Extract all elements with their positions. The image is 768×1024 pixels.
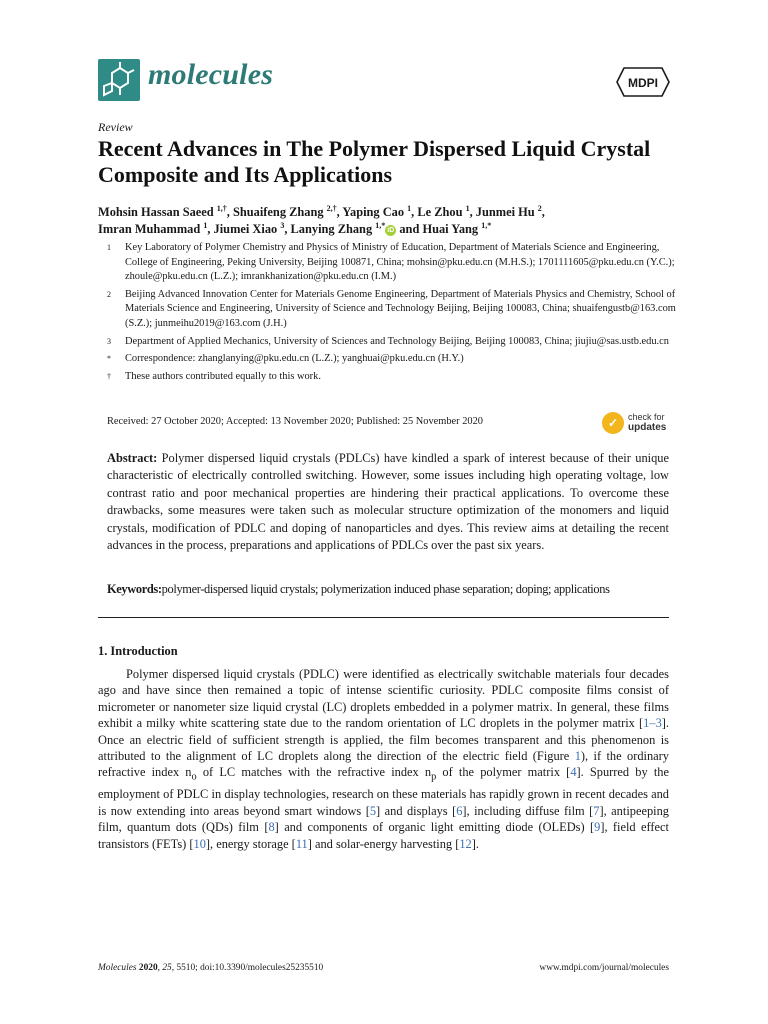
body-text: ], antipeeping film, quantum dots (QDs) film [ (98, 803, 669, 835)
journal-name: molecules (148, 58, 274, 91)
citation-link[interactable]: 6 (456, 803, 463, 818)
affiliation-text: Beijing Advanced Innovation Center for Materials Genome Engineering, Department of Materials Physics and Chemistry, School of Materials Science and Engineering, University of Science and Technology Beijing, Beijing 100083, China; shuaifengustb@163.com (S.Z.); junmeihu2019@163.com (J.H.) (125, 288, 676, 329)
section-divider (98, 617, 669, 618)
affiliation-item (98, 370, 678, 385)
subscript: p (431, 771, 437, 783)
affiliation-text: Department of Applied Mechanics, University of Sciences and Technology Beijing, Beijing 100083, China; jiujiu@sas.ustb.edu.cn (125, 335, 669, 347)
footer-journal: Molecules (98, 963, 137, 973)
author-separator: , (411, 205, 418, 219)
affiliation-item (98, 288, 678, 332)
section-heading: 1. Introduction (98, 644, 178, 658)
subscript: o (191, 771, 197, 783)
citation-link[interactable]: 5 (369, 803, 377, 818)
author: Huai Yang (422, 222, 479, 236)
author-superscript: 1,* (375, 220, 386, 230)
check-badge-icon: ✓ (602, 412, 624, 434)
body-text: ] and components of organic light emitting diode (OLEDs) [ (274, 820, 595, 835)
citation-link[interactable]: 8 (268, 820, 275, 835)
author-superscript: 2,† (326, 203, 337, 213)
body-text: of the polymer matrix [ (436, 765, 571, 780)
footer-volume: 25 (162, 963, 172, 973)
author: Mohsin Hassan Saeed (98, 205, 214, 219)
body-text: ]. (471, 836, 479, 851)
body-text: of LC matches with the refractive index n (196, 765, 432, 780)
author: Junmei Hu (475, 205, 535, 219)
intro-paragraph (98, 666, 669, 852)
author-superscript: 1,* (481, 220, 492, 230)
body-text: ), if the ordinary refractive index n (98, 749, 669, 780)
citation-link[interactable]: 9 (594, 820, 601, 835)
keywords (107, 581, 669, 598)
abstract (107, 450, 669, 554)
orcid-icon[interactable]: iD (387, 226, 395, 234)
citation-link[interactable]: 10 (193, 836, 206, 851)
publication-dates: Received: 27 October 2020; Accepted: 13 November 2020; Published: 25 November 2020 (107, 416, 484, 427)
author-separator: , (207, 222, 214, 236)
affiliation-mark: 1 (107, 243, 111, 252)
body-text: ]. Once an electric field of sufficient strength is applied, the film becomes transparent and this phenomenon is attributed to the alignment of LC droplets along the direction of the electric field (Figure (98, 716, 669, 764)
citation-link[interactable]: 11 (295, 836, 308, 851)
check-updates-line2: updates (628, 422, 667, 433)
author: Imran Muhammad (98, 222, 201, 236)
affiliation-text: Key Laboratory of Polymer Chemistry and Physics of Ministry of Education, Department of Materials Science and Engineering, College of Engineering, Peking University, Beijing 100871, China; mohsin@pku.edu.cn (M.H.S.); 1701111605@pku.edu.cn (Y.C.); zhoule@pku.edu.cn (L.Z.); imrankhanization@pku.edu.cn (I.M.) (125, 242, 675, 283)
affiliation-mark: * (107, 354, 111, 364)
author: Yaping Cao (342, 205, 405, 219)
author-superscript: 1 (465, 203, 470, 213)
body-text: ] and solar-energy harvesting [ (307, 836, 460, 851)
footer-url[interactable]: www.mdpi.com/journal/molecules (539, 963, 669, 973)
paper-title: Recent Advances in The Polymer Dispersed Liquid Crystal Composite and Its Applications (98, 136, 651, 187)
author: Jiumei Xiao (213, 222, 278, 236)
citation-link[interactable]: 4 (570, 765, 577, 780)
author: Lanying Zhang (290, 222, 373, 236)
abstract-label: Abstract: (107, 451, 158, 465)
footer-citation: Molecules 2020, 25, 5510; doi:10.3390/molecules25235510 (98, 963, 324, 973)
keywords-text: polymer-dispersed liquid crystals; polymerization induced phase separation; doping; applications (161, 582, 610, 596)
abstract-text: Polymer dispersed liquid crystals (PDLCs) have kindled a spark of interest because of their unique characteristic of electrically controlled switching. However, some issues including high operating voltage, low contrast ratio and poor mechanical properties are hindering their practical applications. To overcome these drawbacks, some measures were taken such as molecular structure optimization of the monomers and liquid crystals, modification of PDLC and doping of nanoparticles and dyes. This review aims at detailing the recent advances in the process, preparations and applications of PDLCs over the past six years. (107, 451, 669, 553)
affiliation-mark: 3 (107, 336, 111, 346)
citation-link[interactable]: 1–3 (643, 716, 662, 731)
body-text: ]. Spurred by the employment of PDLC in display technologies, research on these materials has rapidly grown in recent decades and is now extending into areas beyond smart windows [ (98, 765, 669, 818)
author-superscript: 1 (407, 203, 412, 213)
figure-link[interactable]: 1 (574, 749, 581, 764)
author: Shuaifeng Zhang (233, 205, 324, 219)
author-separator: , (284, 222, 291, 236)
affiliation-item (98, 335, 678, 350)
body-text: ], field effect transistors (FETs) [ (98, 820, 669, 851)
body-text: Polymer dispersed liquid crystals (PDLC) were identified as electrically switchable materials four decades ago and have since then remained a topic of intense scientific curiosity. PDLC composite films consist of micrometer or nanometer size liquid crystal (LC) droplets embedded in a polymer matrix. In general, these films exhibit a milky white scattering state due to the random orientation of LC droplets in the polymer matrix [ (98, 667, 669, 731)
author-superscript: 3 (280, 220, 285, 230)
author: Le Zhou (417, 205, 463, 219)
affiliation-text: Correspondence: zhanglanying@pku.edu.cn (L.Z.); yanghuai@pku.edu.cn (H.Y.) (125, 353, 464, 365)
author-separator: , (469, 205, 476, 219)
affiliation-text: These authors contributed equally to this work. (125, 370, 321, 382)
affiliation-mark: † (107, 371, 111, 381)
keywords-label: Keywords: (107, 582, 162, 596)
author-superscript: 1 (203, 220, 208, 230)
affiliation-item (98, 352, 678, 367)
check-for-updates-button[interactable] (602, 410, 678, 438)
molecule-hexagon-icon (98, 59, 140, 101)
citation-link[interactable]: 7 (593, 803, 600, 818)
author-separator: , (336, 205, 343, 219)
affiliation-item (98, 241, 678, 285)
journal-logo (98, 59, 140, 101)
footer-doi: , 5510; doi:10.3390/molecules25235510 (171, 963, 324, 973)
mdpi-logo (616, 66, 670, 98)
affiliation-list (98, 241, 678, 387)
check-updates-line1: check for (628, 412, 665, 422)
body-text: ] and displays [ (376, 803, 457, 818)
body-text: ], energy storage [ (205, 836, 296, 851)
author-separator: , (226, 205, 233, 219)
author-separator: and (396, 222, 423, 236)
affiliation-mark: 2 (107, 289, 111, 299)
body-text: ], including diffuse film [ (462, 803, 594, 818)
citation-link[interactable]: 12 (459, 836, 472, 851)
publisher-name: MDPI (628, 76, 658, 90)
author-separator: , (541, 205, 545, 219)
author-list (98, 204, 678, 238)
footer-year: 2020 (138, 963, 158, 973)
author-superscript: 1,† (216, 203, 227, 213)
author-superscript: 2 (537, 203, 542, 213)
article-type: Review (98, 120, 133, 134)
